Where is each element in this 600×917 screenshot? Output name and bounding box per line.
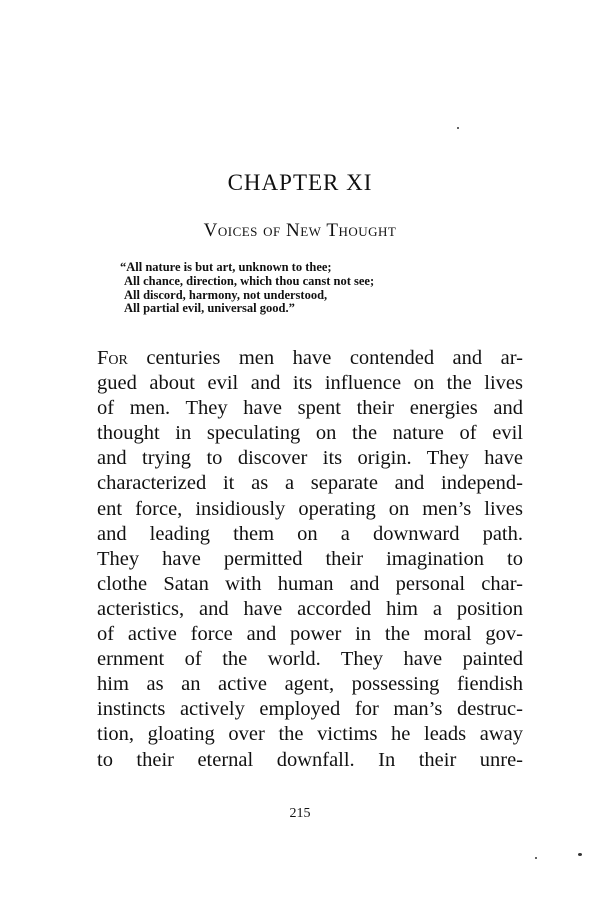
scan-speck [578, 853, 582, 856]
body-line: ernment of the world. They have painted [97, 648, 523, 671]
epigraph-line: All discord, harmony, not understood, [124, 287, 328, 302]
epigraph-line: “All nature is but art, unknown to thee; [120, 260, 332, 274]
chapter-heading: CHAPTER XI [227, 170, 373, 195]
body-line: characterized it as a separate and independ- [97, 472, 523, 495]
chapter-title: Voices of New Thought [203, 220, 397, 241]
body-line: thought in speculating on the nature of evil [97, 422, 523, 445]
body-line: acteristics, and have accorded him a position [97, 597, 523, 620]
body-line: instincts actively employed for man’s destruc- [97, 698, 523, 721]
epigraph [120, 261, 374, 316]
scan-speck [457, 127, 459, 129]
body-line: him as an active agent, possessing fiendish [97, 673, 523, 696]
page-number: 215 [289, 806, 311, 821]
epigraph-line: All chance, direction, which thou canst not see; [124, 273, 375, 288]
body-line: gued about evil and its influence on the lives [97, 372, 523, 395]
body-line: of men. They have spent their energies and [97, 397, 523, 420]
body-line: and leading them on a downward path. [97, 522, 523, 545]
body-line: clothe Satan with human and personal char- [97, 572, 523, 595]
scan-speck [535, 857, 537, 859]
opening-word: For [97, 347, 128, 369]
epigraph-line: All partial evil, universal good.” [124, 301, 295, 316]
body-text [97, 346, 523, 773]
body-line-text: centuries men have contended and ar- [127, 347, 523, 369]
body-line: ent force, insidiously operating on men’s lives [97, 497, 523, 520]
body-line: tion, gloating over the victims he leads away [97, 723, 523, 746]
body-line: of active force and power in the moral gov- [97, 623, 523, 646]
body-line [97, 346, 523, 371]
body-line: and trying to discover its origin. They have [97, 447, 523, 470]
body-line: They have permitted their imagination to [97, 547, 523, 570]
body-line: to their eternal downfall. In their unre- [97, 748, 523, 771]
